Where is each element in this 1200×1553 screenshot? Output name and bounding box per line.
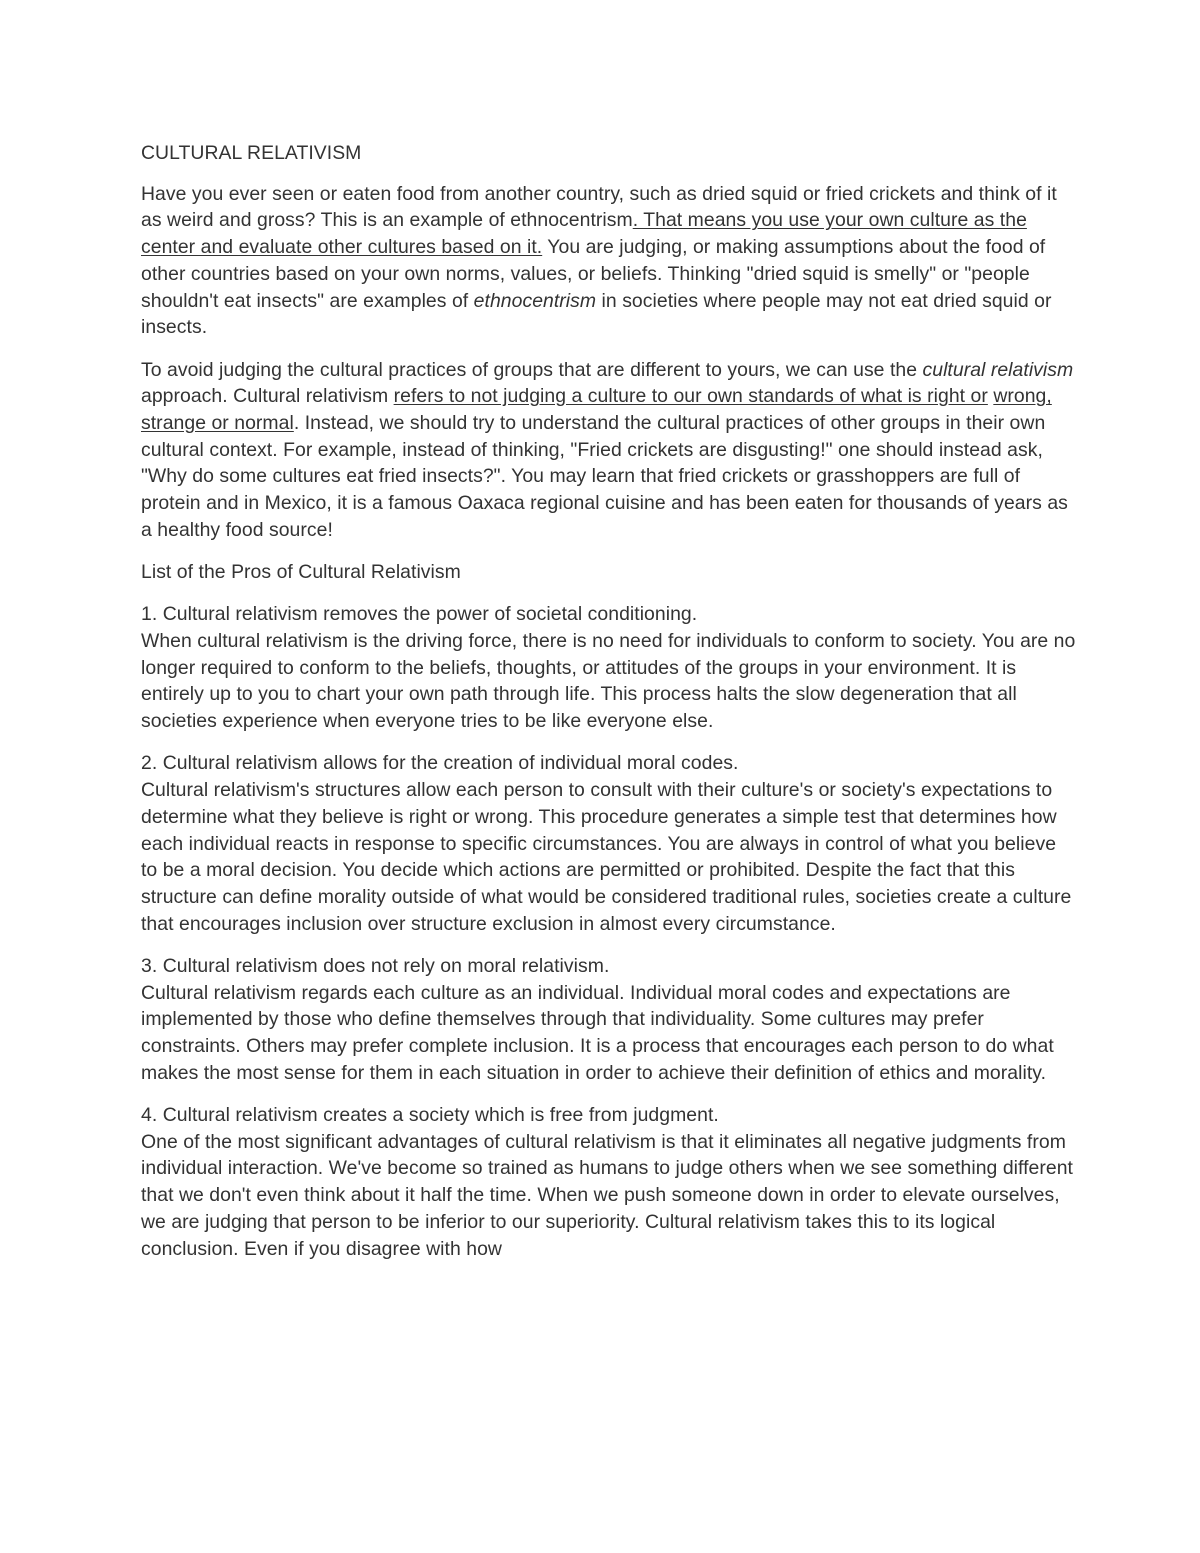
list-item-body: Cultural relativism's structures allow each person to consult with their culture's or society's expectations to determine what they believe is right or wrong. This procedure generates a simple test that determines how each individual reacts in response to specific circumstances. You are always in control of what you believe to be a moral decision. You decide which actions are permitted or prohibited. Despite the fact that this structure can define morality outside of what would be considered traditional rules, societies create a culture that encourages inclusion over structure exclusion in almost every circumstance. xyxy=(141,779,1072,935)
list-item-title: 2. Cultural relativism allows for the creation of individual moral codes. xyxy=(141,752,739,775)
document-title: CULTURAL RELATIVISM xyxy=(141,142,362,164)
p1-underlined-definition: . That means you use your own culture as the center and evaluate other cultures based on it. xyxy=(141,209,1027,259)
p2-underlined-definition-1: refers to not judging a culture to our own standards of what is right or xyxy=(393,385,988,408)
p1-text-c: You are judging, or making assumptions about the food of other countries based on your own norms, values, or beliefs. Thinking "dried squid is smelly" or "people shouldn't eat insects" are examples of xyxy=(141,236,1046,312)
paragraph-cultural-relativism xyxy=(141,357,1076,544)
list-item-body: When cultural relativism is the driving force, there is no need for individuals to conform to society. You are no longer required to conform to the beliefs, thoughts, or attitudes of the groups in your environment. It is entirely up to you to chart your own path through life. This process halts the slow degeneration that all societies experience when everyone tries to be like everyone else. xyxy=(141,630,1076,733)
list-item-body: Cultural relativism regards each culture as an individual. Individual moral codes and expectations are implemented by those who define themselves through that individuality. Some cultures may prefer constraints. Others may prefer complete inclusion. It is a process that encourages each person to do what makes the most sense for them in each situation in order to achieve their definition of ethics and morality. xyxy=(141,981,1054,1084)
list-item-title: 4. Cultural relativism creates a society which is free from judgment. xyxy=(141,1104,719,1127)
p2-italic-term: cultural relativism xyxy=(922,358,1074,381)
p1-text-e: in societies where people may not eat dried squid or insects. xyxy=(141,289,1052,339)
p2-underlined-definition-2: wrong, strange or normal xyxy=(141,385,1052,434)
document-page xyxy=(141,140,1076,1278)
list-item xyxy=(141,1102,1076,1262)
p1-text-a: Have you ever seen or eaten food from another country, such as dried squid or fried crickets and think of it as weird and gross? This is an example of ethnocentrism xyxy=(141,182,1057,232)
list-item xyxy=(141,601,1076,735)
pros-list-heading: List of the Pros of Cultural Relativism xyxy=(141,561,461,584)
p2-text-g: . Instead, we should try to understand the cultural practices of other groups in their own cultural context. For example, instead of thinking, "Fried crickets are disgusting!" one should instead ask, "Why do some cultures eat fried insects?". You may learn that fried crickets or grasshoppers are full of protein and in Mexico, it is a famous Oaxaca regional cuisine and has been eaten for thousands of years as a healthy food source! xyxy=(141,411,1068,541)
p2-text-a: To avoid judging the cultural practices of groups that are different to yours, we can use the xyxy=(141,358,923,381)
p2-text-c: approach. Cultural relativism xyxy=(141,385,394,408)
list-item xyxy=(141,953,1076,1087)
list-item xyxy=(141,750,1076,937)
paragraph-ethnocentrism xyxy=(141,181,1076,341)
list-item-title: 3. Cultural relativism does not rely on moral relativism. xyxy=(141,954,610,977)
list-item-body: One of the most significant advantages of cultural relativism is that it eliminates all negative judgments from individual interaction. We've become so trained as humans to judge others when we see something different that we don't even think about it half the time. When we push someone down in order to elevate ourselves, we are judging that person to be inferior to our superiority. Cultural relativism takes this to its logical conclusion. Even if you disagree with how xyxy=(141,1130,1073,1260)
p1-italic-term: ethnocentrism xyxy=(473,289,597,312)
list-item-title: 1. Cultural relativism removes the power of societal conditioning. xyxy=(141,603,698,626)
